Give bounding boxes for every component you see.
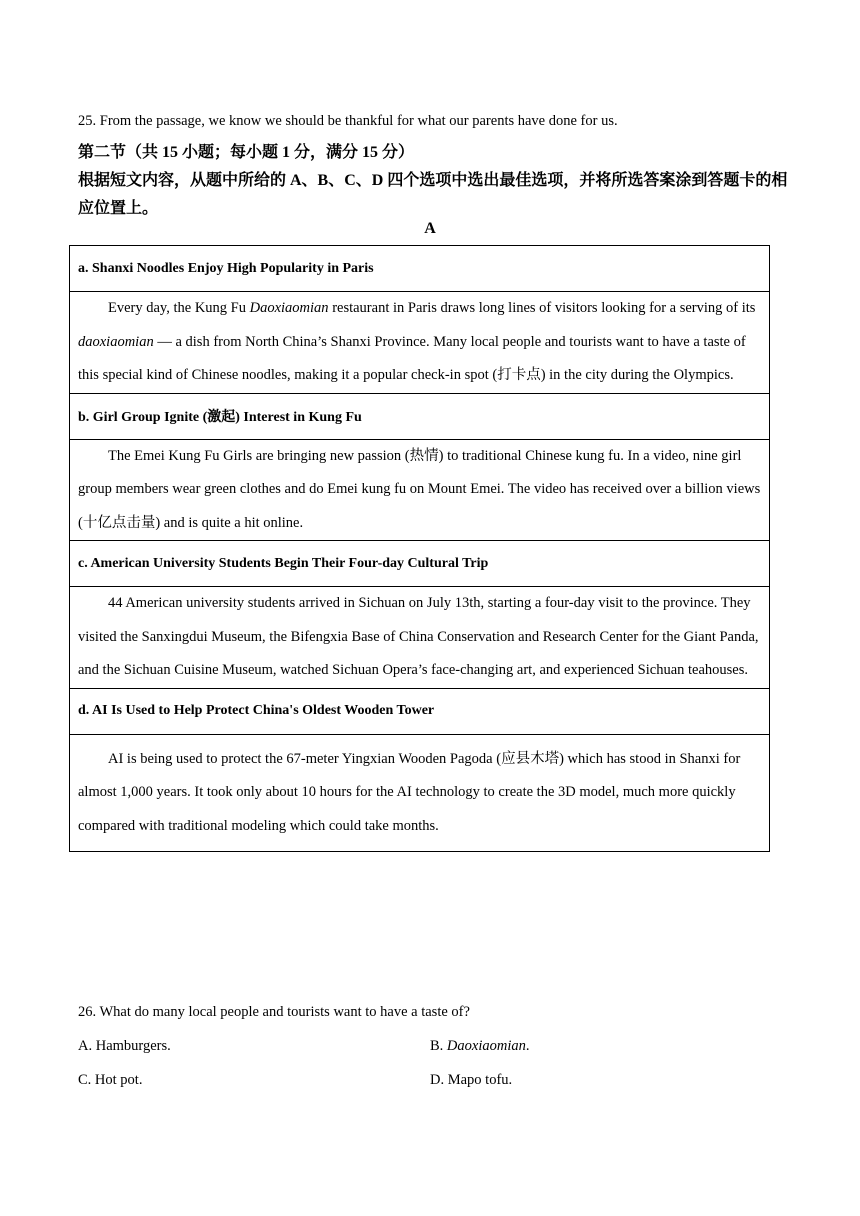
news-body-c [70, 587, 770, 689]
section-instructions: 根据短文内容，从题中所给的 A、B、C、D 四个选项中选出最佳选项，并将所选答案涂到答题卡的相应位置上。 [78, 172, 788, 217]
news-body-a-text [78, 300, 755, 383]
text-run: restaurant in Paris draws long lines of visitors looking for a serving of its [328, 300, 756, 316]
news-title-b: b. Girl Group Ignite (激起) Interest in Kung Fu [70, 393, 770, 439]
question-26-stem: 26. What do many local people and tourists want to have a taste of? [78, 1004, 470, 1020]
italic-term: daoxiaomian [78, 333, 154, 350]
news-body-b-text [78, 448, 760, 531]
text-run: Every day, the Kung Fu [108, 300, 250, 316]
news-title-a: a. Shanxi Noodles Enjoy High Popularity in Paris [70, 246, 770, 292]
option-b-italic: Daoxiaomian [446, 1038, 526, 1054]
option-b[interactable] [430, 1038, 529, 1055]
option-c[interactable]: C. Hot pot. [78, 1072, 143, 1088]
question-25: 25. From the passage, we know we should be thankful for what our parents have done for us. [78, 113, 618, 129]
text-run: The Emei Kung Fu Girls are bringing new passion (热情) to traditional Chinese kung fu. In a video, nine girl group members wear green clothes and do Emei kung fu on Mount Emei. The video has received over a billion views (十亿点击量) and is quite a hit online. [78, 447, 761, 531]
option-d[interactable]: D. Mapo tofu. [430, 1072, 513, 1088]
news-body-a [70, 292, 770, 394]
option-b-prefix: B. [430, 1038, 447, 1054]
italic-term: Daoxiaomian [249, 300, 329, 316]
text-run: — a dish from North China’s Shanxi Province. Many local people and tourists want to have a taste of this special kind of Chinese noodles, making it a popular check-in spot (打卡点) in the city during the Olympics. [78, 333, 746, 383]
news-body-b [70, 439, 770, 541]
news-body-d [70, 734, 770, 852]
text-run: AI is being used to protect the 67-meter Yingxian Wooden Pagoda (应县木塔) which has stood in Shanxi for almost 1,000 years. It took only about 10 hours for the AI technology to create the 3D model, much more quickly compared with traditional modeling which could take months. [78, 750, 741, 834]
news-body-d-text [78, 751, 740, 834]
section-title: 第二节（共 15 小题；每小题 1 分，满分 15 分） [78, 144, 415, 161]
news-title-d: d. AI Is Used to Help Protect China's Oldest Wooden Tower [70, 688, 770, 734]
news-title-c: c. American University Students Begin Their Four-day Cultural Trip [70, 541, 770, 587]
text-run: 44 American university students arrived in Sichuan on July 13th, starting a four-day visit to the province. They visited the Sanxingdui Museum, the Bifengxia Base of China Conservation and Research Center for the Giant Panda, and the Sichuan Cuisine Museum, watched Sichuan Opera’s face-changing art, and experienced Sichuan teahouses. [78, 595, 759, 678]
option-a[interactable]: A. Hamburgers. [78, 1038, 171, 1054]
passage-label: A [424, 220, 436, 237]
option-b-suffix: . [525, 1038, 530, 1054]
news-table [69, 245, 770, 852]
news-body-c-text [78, 595, 759, 678]
